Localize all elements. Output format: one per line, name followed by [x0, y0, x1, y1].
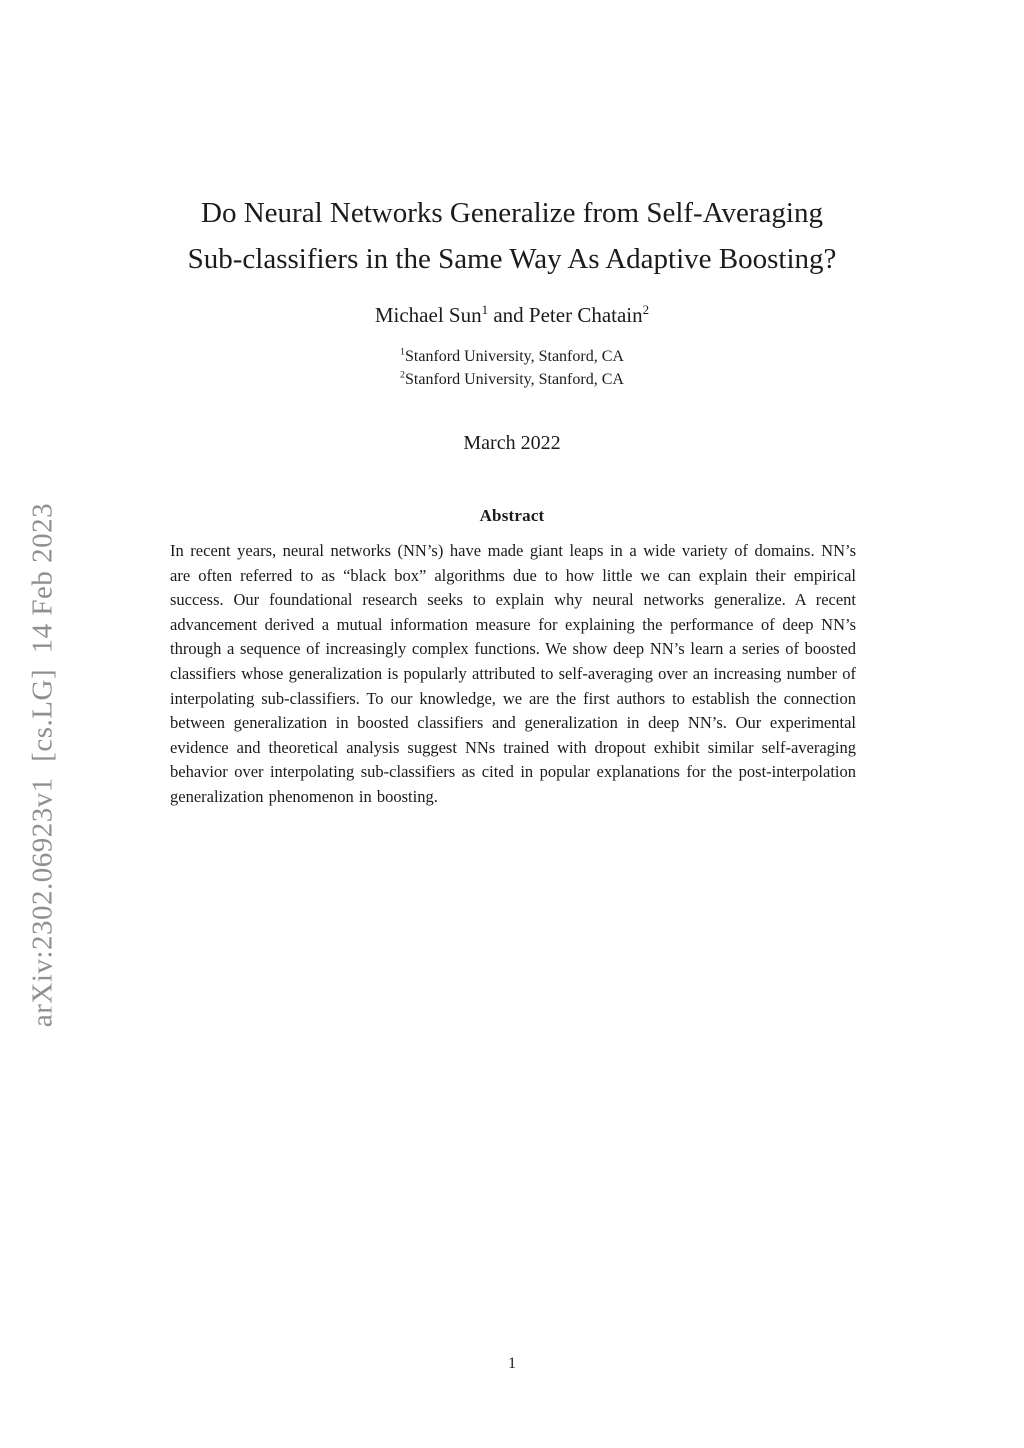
- authors-line: [0, 303, 1024, 328]
- affiliation-1: [0, 346, 1024, 369]
- paper-title-line-1: Do Neural Networks Generalize from Self-Averaging: [201, 197, 823, 229]
- affiliation-2: [0, 369, 1024, 392]
- author-2-affiliation-mark: 2: [642, 302, 650, 317]
- affiliation-1-mark: 1: [400, 346, 405, 358]
- paper-title: [0, 190, 1024, 282]
- abstract-text: In recent years, neural networks (NN’s) have made giant leaps in a wide variety of domains. NN’s are often referred to as “black box” algorithms due to how little we can explain their empirical success. Our foundational research seeks to explain why neural networks generalize. A recent advancement derived a mutual information measure for explaining the performance of deep NN’s through a sequence of increasingly complex functions. We show deep NN’s learn a series of boosted classifiers whose generalization is popularly attributed to self-averaging over an increasing number of interpolating sub-classifiers. To our knowledge, we are the first authors to establish the connection between generalization in boosted classifiers and generalization in deep NN’s. Our experimental evidence and theoretical analysis suggest NNs trained with dropout exhibit similar self-averaging behavior over interpolating sub-classifiers as cited in popular explanations for the post-interpolation generalization phenomenon in boosting.: [170, 541, 856, 806]
- page-number: 1: [508, 1355, 516, 1372]
- author-1-affiliation-mark: 1: [481, 302, 489, 317]
- author-name-1: Michael Sun: [374, 303, 482, 327]
- publication-date: March 2022: [463, 432, 561, 454]
- paper-title-line-2: Sub-classifiers in the Same Way As Adaptive Boosting?: [187, 243, 837, 275]
- author-name-2: Peter Chatain: [528, 303, 643, 327]
- authors-separator: and: [488, 303, 529, 327]
- affiliation-1-text: Stanford University, Stanford, CA: [405, 348, 624, 365]
- arxiv-watermark: arXiv:2302.06923v1 [cs.LG] 14 Feb 2023: [26, 502, 59, 1028]
- affiliation-2-text: Stanford University, Stanford, CA: [405, 370, 624, 388]
- abstract-heading: Abstract: [479, 506, 545, 525]
- affiliation-2-mark: 2: [400, 369, 405, 381]
- affiliations-block: [0, 346, 1024, 391]
